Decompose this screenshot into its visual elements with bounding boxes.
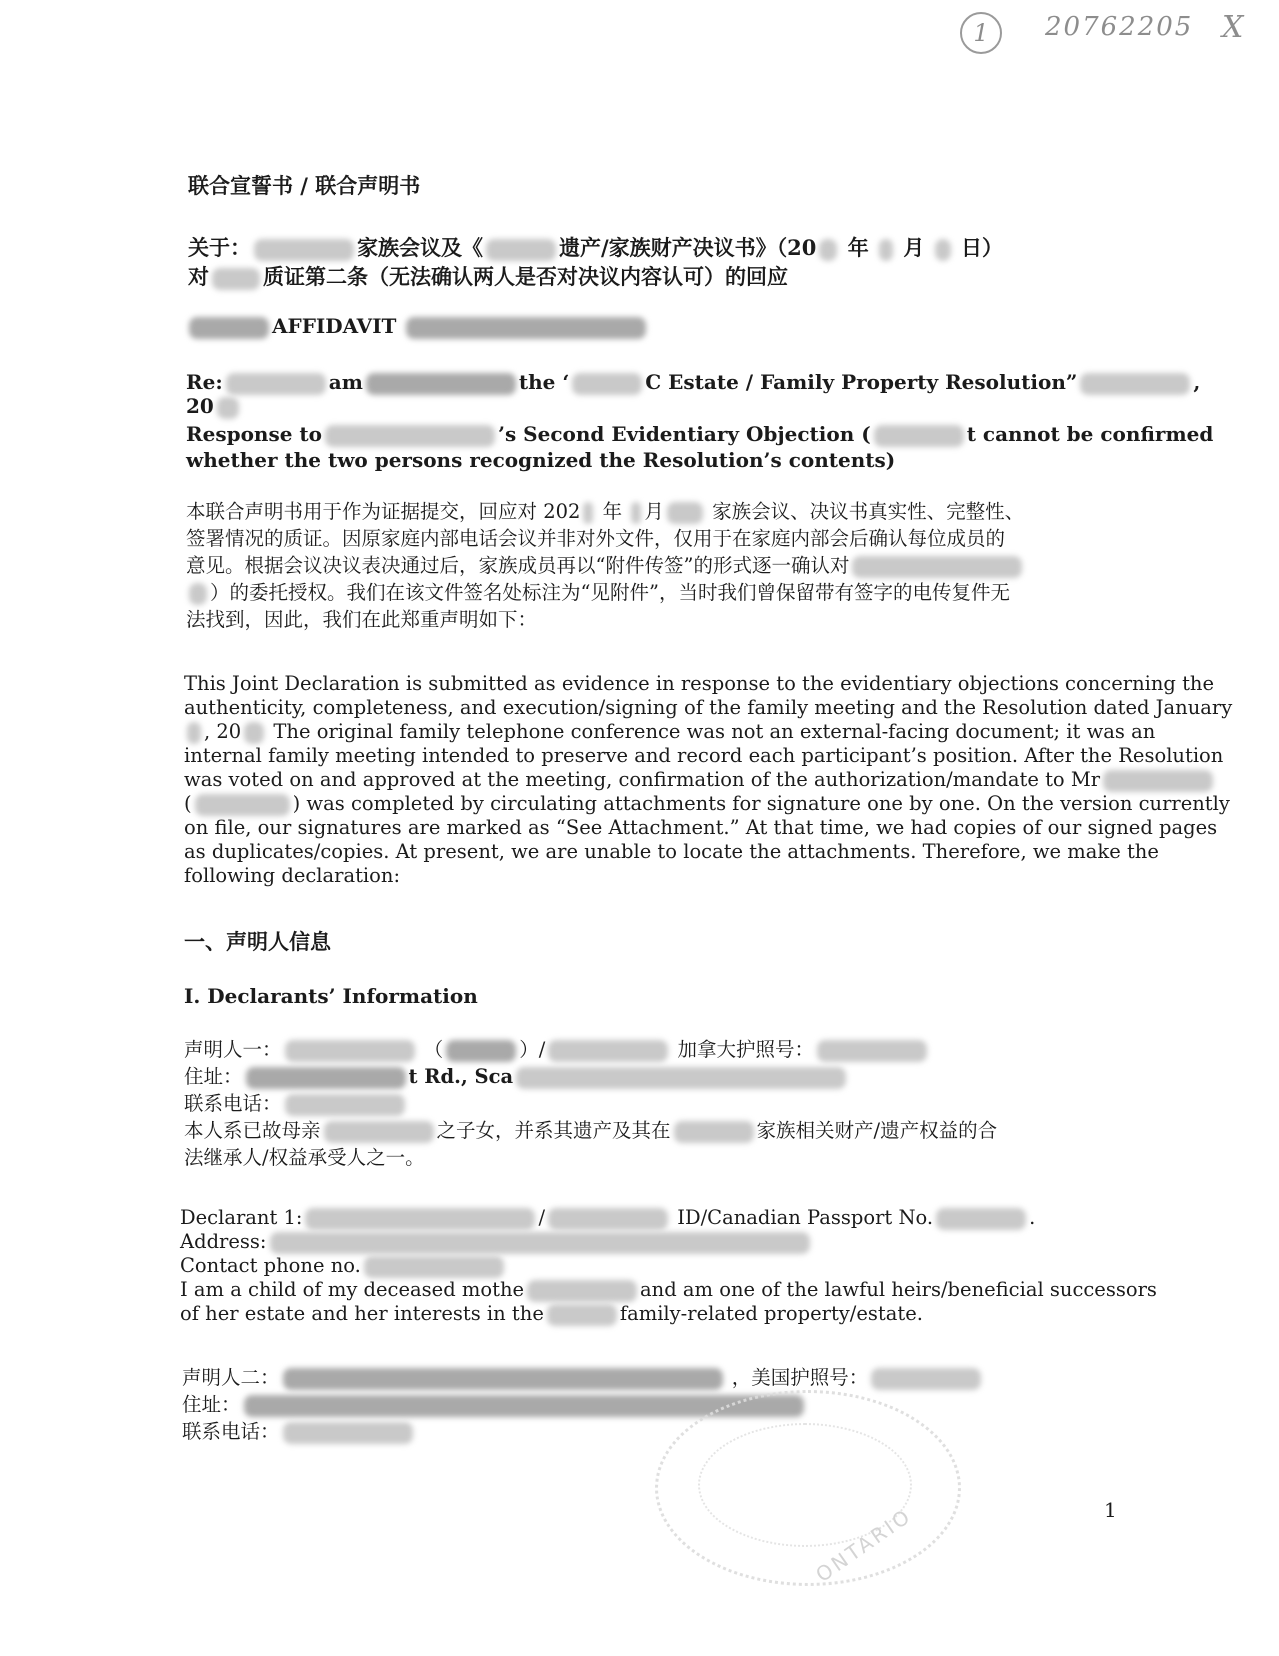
redaction: [674, 1121, 754, 1143]
redaction: [283, 1422, 413, 1444]
section-heading-english: I. Declarants’ Information: [184, 984, 478, 1008]
redaction: [189, 583, 207, 605]
title-chinese: 联合宣誓书 / 联合声明书: [188, 173, 421, 198]
redaction: [572, 373, 642, 395]
declarant-1-chinese: 声明人一： （ ）/ 加拿大护照号： 住址： t Rd., Sca 联系电话： 本人系已故母亲 之子女，并系其遗产及其在 家族相关财产/遗产权益的合 法继承人/权益承受人之一。: [184, 1038, 998, 1169]
redaction: [852, 556, 1022, 578]
re-line-english-2: 20: [186, 394, 242, 419]
title-english: AFFIDAVIT: [186, 314, 649, 339]
redaction: [527, 1280, 637, 1302]
redaction: [305, 1208, 535, 1230]
redaction: [364, 1256, 504, 1278]
declarant-1-english: Declarant 1: / ID/Canadian Passport No. . Address: Contact phone no. I am a child of my deceased mothe and am one of the lawful heirs/beneficial successors of her estate and her interests in the family-related property/estate.: [180, 1206, 1157, 1325]
redaction: [217, 397, 239, 419]
redaction: [817, 1040, 927, 1062]
redaction: [516, 1067, 846, 1089]
redaction: [548, 1208, 668, 1230]
notary-seal: [655, 1390, 961, 1586]
re-line-english-4: whether the two persons recognized the Resolution’s contents): [186, 448, 896, 472]
redaction: [325, 425, 495, 447]
redaction: [935, 239, 951, 261]
seal-text: ONTARIO: [811, 1503, 917, 1587]
redaction: [486, 239, 556, 261]
re-line-english-1: Re: am the ‘ C Estate / Family Property Resolution” ,: [186, 370, 1201, 394]
redaction: [871, 1368, 981, 1390]
redaction: [547, 1304, 617, 1326]
redaction: [548, 1040, 668, 1062]
redaction: [246, 1067, 406, 1089]
re-line-chinese-2: 对 质证第二条（无法确认两人是否对决议内容认可）的回应: [188, 264, 788, 289]
redaction: [366, 373, 516, 395]
redaction: [324, 1121, 434, 1143]
redaction: [270, 1232, 810, 1254]
intro-paragraph-english: This Joint Declaration is submitted as evidence in response to the evidentiary objections concerning the authenticity, completeness, and execution/signing of the family meeting and the Resolution dated January , 20 The original family telephone conference was not an external-facing document; it was an internal family meeting intended to preserve and record each participant’s position. After the Resolution was voted on and approved at the meeting, confirmation of the authorization/mandate to Mr ( ) was completed by circulating attachments for signature one by one. On the version currently on file, our signatures are marked as “See Attachment.” At that time, we had copies of our signed pages as duplicates/copies. At present, we are unable to locate the attachments. Therefore, we make the following declaration:: [184, 672, 1233, 887]
redaction: [254, 239, 354, 261]
intro-paragraph-chinese: 本联合声明书用于作为证据提交，回应对 202 年 月 家族会议、决议书真实性、完整性、 签署情况的质证。因原家庭内部电话会议并非对外文件，仅用于在家庭内部会后确认每位成员的 意见。根据会议决议表决通过后，家族成员再以“附件传签”的形式逐一确认对 ）的委托授权。我们在该文件签名处标注为“见附件”，当时我们曾保留带有签字的电传复件无 法找到，因此，我们在此郑重声明如下：: [186, 500, 1025, 631]
redaction: [189, 317, 269, 339]
page-number: 1: [1104, 1498, 1117, 1522]
redaction: [212, 268, 260, 290]
redaction: [1080, 373, 1190, 395]
redaction: [187, 722, 201, 744]
handwritten-code: 20762205: [1045, 12, 1194, 42]
handwritten-annotation: [960, 8, 1260, 58]
declarant-2-chinese: 声明人二： ，美国护照号： 住址： 联系电话：: [182, 1364, 1122, 1445]
redaction: [936, 1208, 1026, 1230]
redaction: [244, 722, 264, 744]
re-line-chinese-1: 关于： 家族会议及《 遗产/家族财产决议书》（20 年 月 日）: [188, 235, 1003, 260]
redaction: [631, 502, 641, 524]
section-heading-chinese: 一、声明人信息: [184, 929, 331, 954]
redaction: [446, 1040, 516, 1062]
redaction: [226, 373, 326, 395]
redaction: [819, 239, 837, 261]
redaction: [667, 502, 703, 524]
redaction: [1103, 770, 1213, 792]
redaction: [406, 317, 646, 339]
redaction: [879, 239, 893, 261]
redaction: [874, 425, 964, 447]
handwritten-circled-number: 1: [960, 12, 1002, 54]
re-line-english-3: Response to ’s Second Evidentiary Objection ( t cannot be confirmed: [186, 422, 1214, 446]
handwritten-mark: X: [1222, 10, 1244, 45]
redaction: [583, 502, 593, 524]
redaction: [195, 794, 290, 816]
redaction: [285, 1094, 405, 1116]
redaction: [285, 1040, 415, 1062]
redaction: [283, 1368, 723, 1390]
